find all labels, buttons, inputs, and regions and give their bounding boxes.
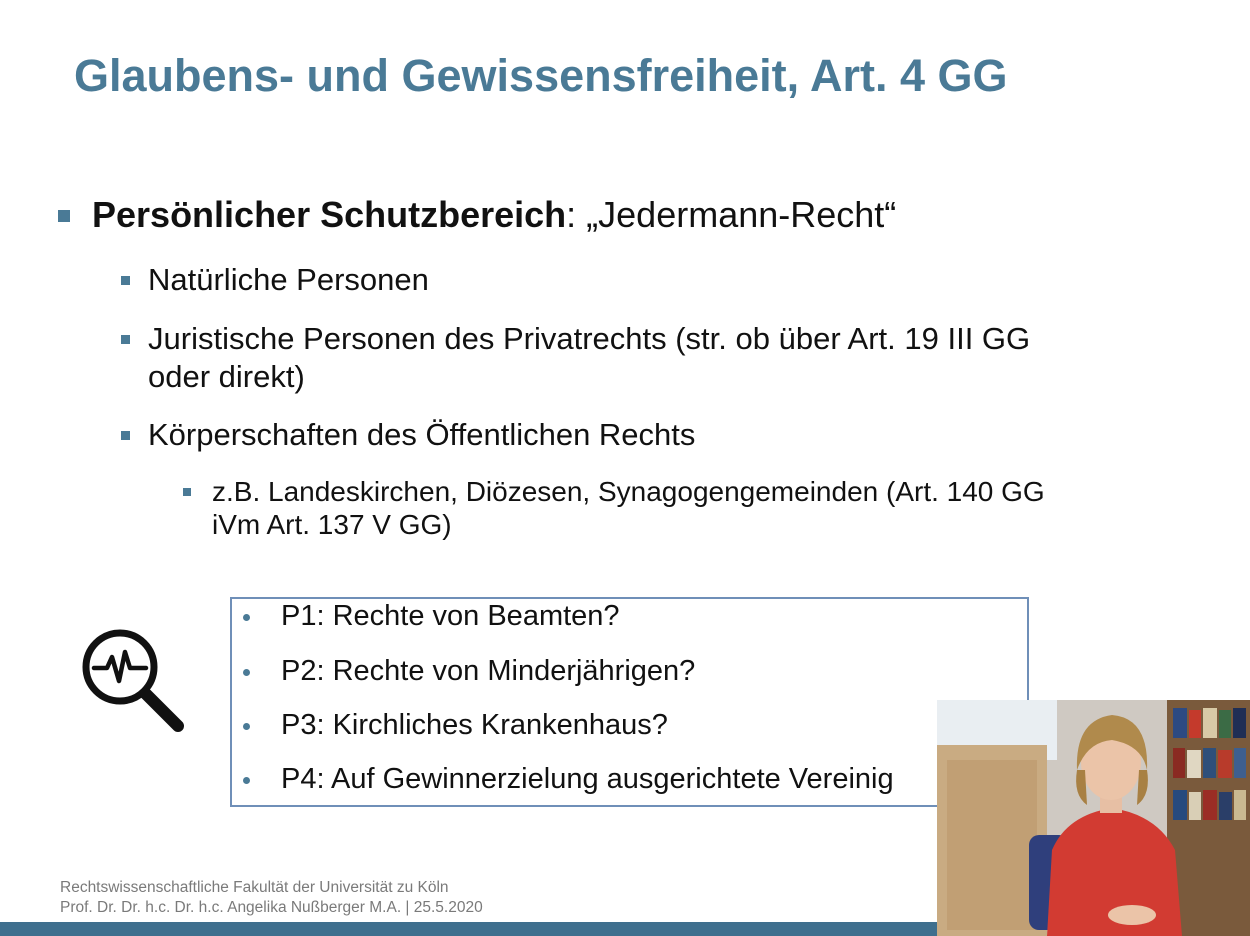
bullet-marker (121, 335, 130, 344)
bullet-marker (58, 210, 70, 222)
footer-institution: Rechtswissenschaftliche Fakultät der Universität zu Köln (60, 879, 449, 896)
bullet-marker (121, 276, 130, 285)
question-bullet-dot (243, 723, 250, 730)
question-item: P4: Auf Gewinnerzielung ausgerichtete Vereinig (281, 763, 894, 795)
bullet-marker (121, 431, 130, 440)
question-item: P2: Rechte von Minderjährigen? (281, 655, 696, 687)
bullet-level1 (92, 194, 896, 236)
question-item: P3: Kirchliches Krankenhaus? (281, 709, 668, 741)
bullet-level2-item: Natürliche Personen (148, 262, 429, 297)
bullet-marker (183, 488, 191, 496)
bullet-level2-item: Juristische Personen des Privatrechts (str. ob über Art. 19 III GG oder direkt) (148, 321, 1031, 394)
question-item: P1: Rechte von Beamten? (281, 600, 620, 632)
webcam-frame (937, 700, 1250, 936)
webcam-video-overlay (937, 700, 1250, 936)
question-bullet-dot (243, 669, 250, 676)
question-bullet-dot (243, 777, 250, 784)
question-bullet-dot (243, 614, 250, 621)
slide-title: Glaubens- und Gewissensfreiheit, Art. 4 GG (74, 50, 1008, 101)
bullet-level3-item: z.B. Landeskirchen, Diözesen, Synagogengemeinden (Art. 140 GG iVm Art. 137 V GG) (212, 476, 1045, 540)
bullet-level1-bold: Persönlicher Schutzbereich (92, 194, 567, 235)
bullet-level1-rest: : „Jedermann-Recht“ (566, 194, 897, 235)
bullet-level2-item: Körperschaften des Öffentlichen Rechts (148, 417, 696, 452)
magnifier-pulse-icon (80, 628, 190, 738)
footer-author-date: Prof. Dr. Dr. h.c. Dr. h.c. Angelika Nußberger M.A. | 25.5.2020 (60, 899, 483, 916)
